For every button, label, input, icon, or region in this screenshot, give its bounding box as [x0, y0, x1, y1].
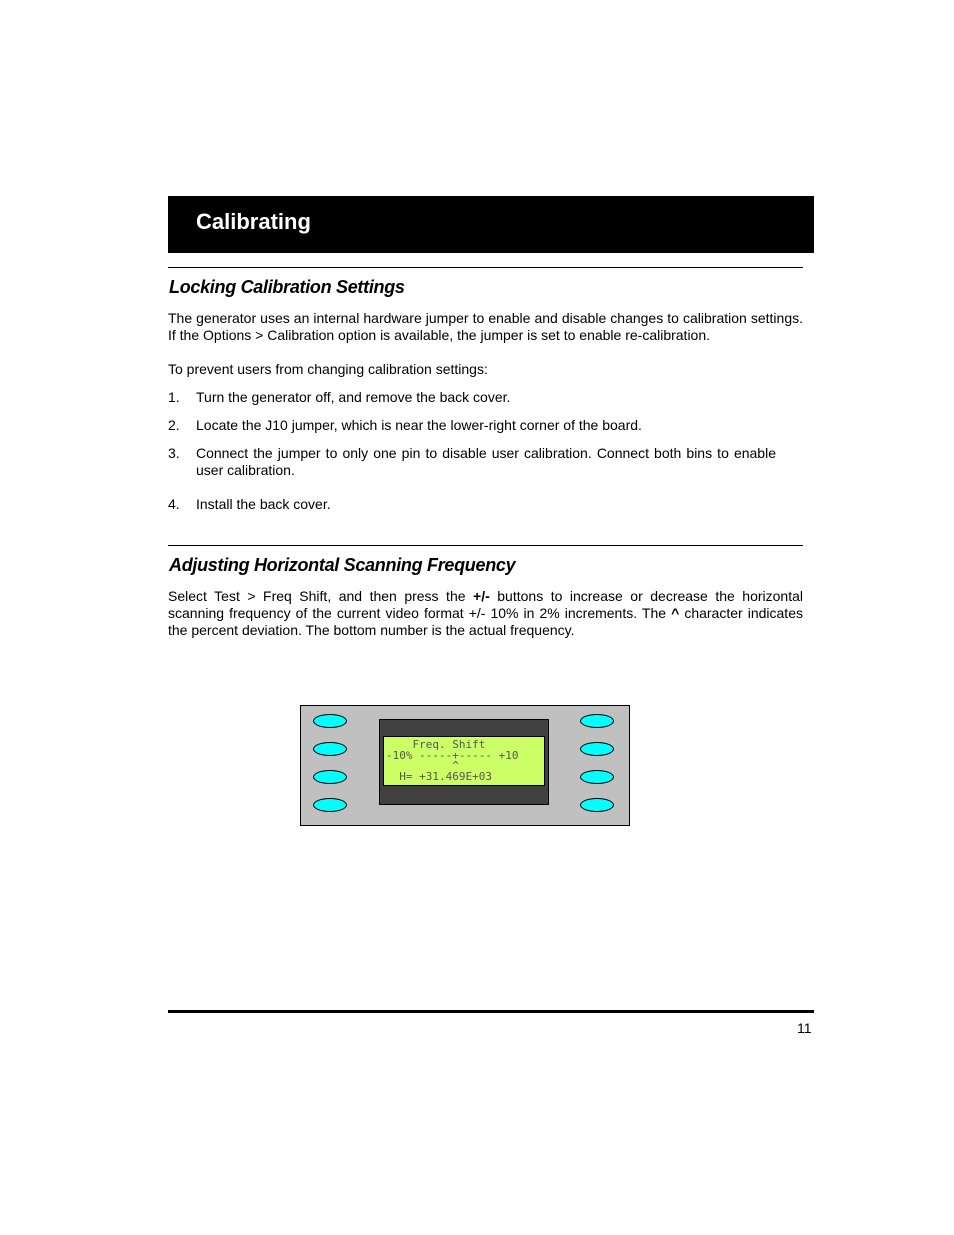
section-heading-adjusting: Adjusting Horizontal Scanning Frequency — [169, 555, 516, 575]
panel-button — [580, 714, 614, 728]
paragraph-text: character indicates the percent deviation. The bottom number is the actual frequency. — [168, 605, 803, 638]
step-text: Connect the jumper to only one pin to disable user calibration. Connect both bins to enable user calibration. — [196, 445, 776, 478]
panel-button — [313, 714, 347, 728]
step-text: Locate the J10 jumper, which is near the lower-right corner of the board. — [196, 417, 642, 433]
step-number: 4. — [168, 496, 180, 512]
step-number: 3. — [168, 445, 180, 461]
lcd-line-title: Freq. Shift — [386, 738, 486, 751]
paragraph-text: buttons to increase or decrease the horizontal scanning frequency of the current video format +/- 10% in 2% increments. The — [168, 588, 804, 621]
footer-rule — [168, 1010, 814, 1013]
chapter-banner — [168, 196, 814, 253]
step-text: Turn the generator off, and remove the back cover. — [196, 389, 511, 405]
lcd-line-frequency: H= +31.469E+03 — [386, 770, 492, 783]
panel-button — [313, 798, 347, 812]
panel-button — [313, 770, 347, 784]
panel-button — [313, 742, 347, 756]
panel-button — [580, 798, 614, 812]
lcd-display — [383, 736, 545, 786]
step-number: 1. — [168, 389, 180, 405]
lcd-line-scale: -10% -----+----- +10 — [386, 749, 519, 762]
intro-paragraph: The generator uses an internal hardware jumper to enable and disable changes to calibration settings. If the Options > Calibration option is available, the jumper is set to enable re-calibration. — [168, 310, 803, 343]
caret-text: ^ — [671, 605, 680, 621]
page-number: 11 — [797, 1020, 812, 1036]
front-panel-diagram — [300, 705, 630, 826]
section-divider — [168, 267, 803, 268]
step-number: 2. — [168, 417, 180, 433]
panel-button — [580, 742, 614, 756]
section-divider — [168, 545, 803, 546]
paragraph-text: Select Test > Freq Shift, and then press the — [168, 588, 474, 604]
section-heading-locking: Locking Calibration Settings — [169, 277, 405, 297]
adjusting-paragraph — [168, 588, 803, 639]
step-text: Install the back cover. — [196, 496, 331, 512]
lcd-line-caret: ^ — [386, 759, 459, 772]
lcd-bezel — [379, 719, 549, 805]
panel-button — [580, 770, 614, 784]
chapter-title: Calibrating — [196, 209, 311, 234]
plus-minus-text: +/- — [473, 588, 490, 604]
steps-lead: To prevent users from changing calibration settings: — [168, 361, 488, 377]
